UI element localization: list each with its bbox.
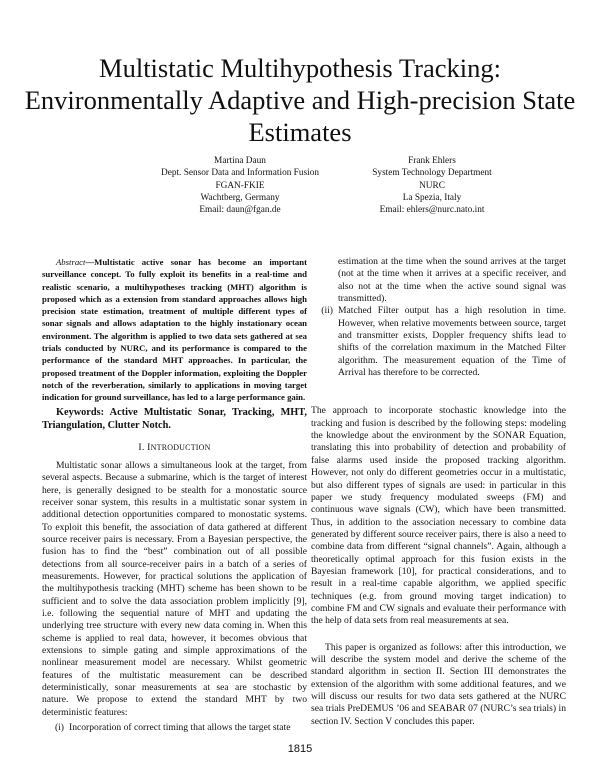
abstract xyxy=(42,256,307,404)
author-block-2 xyxy=(312,155,552,216)
author-org: NURC xyxy=(419,180,445,191)
title-line: Estimates xyxy=(248,117,352,147)
abstract-text: —Multistatic active sonar has become an important surveillance concept. To fully exploit its benefits in a real-time and realistic scenario, a multihypotheses tracking (MHT) algorithm is proposed which as a extension from standard approaches allows high precision state estimation, treatment of multiple different types of sonar signals and allows adaptation to the highly instationary ocean environment. The algorithm is applied to two data sets gathered at sea trials conducted by NURC, and its performance is compared to the performance of the standard MHT approaches. In particular, the proposed treatment of the Doppler information, exploiting the Doppler notch of the reverberation, similarly to applications in moving target indication for ground surveillance, has led to a large performance gain. xyxy=(42,257,307,403)
author-location: Wachtberg, Germany xyxy=(200,192,280,203)
title-line: Multistatic Multihypothesis Tracking: xyxy=(99,53,501,83)
list-number: (ii) xyxy=(321,305,333,317)
intro-paragraph-3: This paper is organized as follows: after this introduction, we will describe the system model and derive the scheme of the standard algorithm in section II. Section III demonstrates the extension of the algorithm with some additional features, and we will discuss our results for two data sets gathered at the NURC sea trials PreDEMUS ’06 and SEABAR 07 (NURC’s sea trials) in section IV. Section V concludes this paper. xyxy=(311,641,566,727)
author-name: Frank Ehlers xyxy=(408,156,456,166)
list-number: (i) xyxy=(54,722,64,734)
list-item xyxy=(42,722,307,734)
title-line: Environmentally Adaptive and High-precision State xyxy=(24,85,576,115)
list-text: Incorporation of correct timing that allows the target state xyxy=(69,722,291,734)
abstract-label: Abstract xyxy=(56,257,86,267)
section-title-rest: NTRODUCTION xyxy=(150,442,211,452)
section-initial: I xyxy=(147,441,151,453)
author-email: Email: daun@fgan.de xyxy=(199,205,281,216)
author-dept: Dept. Sensor Data and Information Fusion xyxy=(160,168,320,179)
right-column xyxy=(311,256,566,728)
intro-paragraph-1: Multistatic sonar allows a simultaneous look at the target, from several aspects. Because a submarine, which is the target of interest here, is generally designed to be stealth for a monostatic source receiver sonar system, this results in a multistatic sonar system in additional detection opportunities compared to monostatic systems. To exploit this benefit, the association of data gathered at different source receiver pairs is necessary. From a Bayesian perspective, the fusion has to find the “best” combination out of all possible detections from all source-receiver pairs in a batch of a series of measurements. However, for practical solutions the application of the multihypothesis tracking (MHT) scheme has been shown to be sufficient and to solve the data association problem implicitly [9], i.e. following the sequential nature of MHT and updating the underlying tree structure with every new data coming in. When this scheme is applied to real data, however, it becomes obvious that extensions to simple gating and simple approximations of the nonlinear measurement model are necessary. Whilst geometric features of the multistatic measurement can be described deterministically, sonar measurements at sea are stochastic by nature. We propose to extend the standard MHT by two deterministic features: xyxy=(42,459,307,718)
author-org: FGAN-FKIE xyxy=(215,180,265,191)
left-column xyxy=(42,256,307,734)
paper-title xyxy=(0,52,600,148)
keywords: Keywords: Active Multistatic Sonar, Tracking, MHT, Triangulation, Clutter Notch. xyxy=(42,406,307,431)
author-email: Email: ehlers@nurc.nato.int xyxy=(379,205,485,216)
section-number: I. xyxy=(138,441,145,453)
author-dept: System Technology Department xyxy=(372,168,492,179)
author-location: La Spezia, Italy xyxy=(402,192,462,203)
intro-paragraph-2: The approach to incorporate stochastic knowledge into the tracking and fusion is described by the following steps: modeling the knowledge about the environment by the SONAR Equation, translating this into probability of detection and probability of false alarms used inside the proposed tracking algorithm. However, not only do different geometries occur in a multistatic, but also different types of signals are used: in particular in this paper we study frequency modulated sweeps (FM) and continuous wave signals (CW), which have been transmitted. Thus, in addition to the association necessary to combine data generated by different source receiver pairs, there is also a need to combine data from different “signal channels”. Again, although a theoretically optimal approach for this fusion exists in the Bayesian framework [10], for practical considerations, and to result in a real-time capable algorithm, we applied specific techniques (e.g. from ground moving target indication) to combine FM and CW signals and evaluate their performance with the help of data sets from real measurements at sea. xyxy=(311,405,566,627)
page-number: 1815 xyxy=(287,743,313,755)
list-item-continuation: estimation at the time when the sound arrives at the target (not at the time when it arrives at a specific receiver, and also not at the time when the active sound signal was transmitted). xyxy=(338,256,566,305)
list-text: Matched Filter output has a high resolution in time. However, when relative movements between source, target and transmitter exists, Doppler frequency shifts lead to shifts of the correlation maximum in the Matched Filter algorithm. The measurement equation of the Time of Arrival has therefore to be corrected. xyxy=(338,305,566,379)
list-item xyxy=(311,305,566,379)
section-heading xyxy=(42,442,307,454)
author-name: Martina Daun xyxy=(214,156,266,166)
